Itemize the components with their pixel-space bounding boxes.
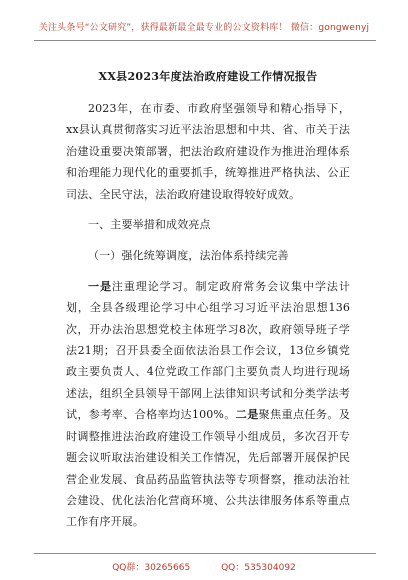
footer-divider — [34, 553, 376, 554]
lead-phrase-first: 一是 — [88, 279, 112, 293]
lead-phrase-second: 二是 — [235, 408, 259, 422]
section-heading: 一、主要举措和成效亮点 — [88, 218, 211, 232]
footer-qq-group: QQ群：30265665 — [112, 563, 191, 573]
header-banner: 关注头条号“公文研究”，获得最新最全最专业的公文资料库！ 微信：gongwenyj — [38, 23, 370, 33]
footer-qq: QQ：535304092 — [221, 563, 296, 573]
subsection-heading: （一）强化统筹调度，法治体系持续完善 — [88, 249, 289, 263]
header-divider — [34, 40, 376, 41]
document-body — [66, 68, 350, 533]
intro-paragraph: 2023年，在市委、市政府坚强领导和精心指导下，xx县认真贯彻落实习近平法治思想和中共、省、市关于法治建设重要决策部署，把法治政府建设作为推进治理体系和治理能力现代化的重要抓手，统筹推进严格执法、公正司法、全民守法，法治政府建设取得较好成效。 — [66, 102, 350, 201]
body-paragraph — [66, 276, 350, 533]
body-text-second: 聚焦重点任务。及时调整推进法治政府建设工作领导小组成员，多次召开专题会议听取法治建设相关工作情况，先后部署开展保护民营企业发展、食品药品监管执法等专项督察，推动法治社会建设、优化法治化营商环境、公共法律服务体系等重点工作有序开展。 — [66, 408, 350, 529]
document-title: XX县2023年度法治政府建设工作情况报告 — [98, 70, 318, 83]
body-text-first: 注重理论学习。制定政府常务会议集中学法计划，全县各级理论学习中心组学习习近平法治思想136次，开办法治思想党校主体班学习8次，政府领导班子学法21期；召开县委全面依法治县工作会议，13位乡镇党政主要负责人、4位党政工作部门主要负责人均进行现场述法，组织全县领导干部网上法律知识考试和分类学法考试，参考率、合格率均达100%。 — [66, 279, 350, 422]
footer — [0, 560, 408, 573]
